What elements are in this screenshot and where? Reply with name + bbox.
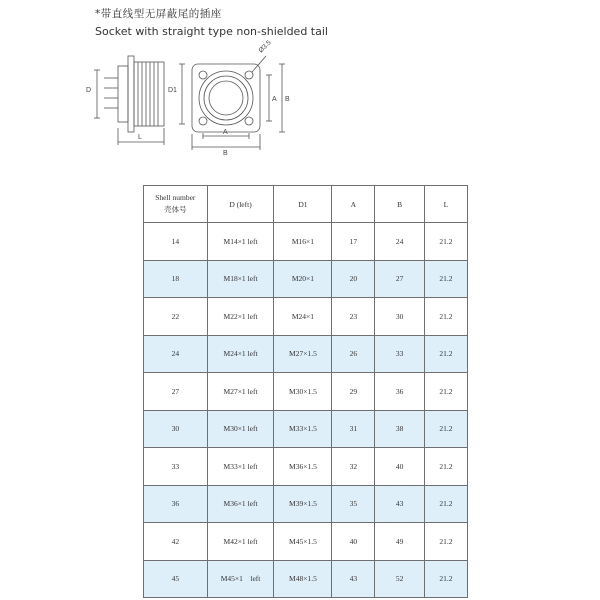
cell-l: 21.2: [424, 298, 467, 336]
cell-d1: M30×1.5: [274, 373, 332, 411]
cell-d1: M27×1.5: [274, 335, 332, 373]
table-row: [144, 560, 468, 598]
cell-b: 27: [375, 260, 425, 298]
header-b: B: [375, 186, 425, 223]
technical-drawing: [80, 30, 310, 160]
table-row: [144, 260, 468, 298]
cell-l: 21.2: [424, 560, 467, 598]
title-chinese: *带直线型无屏蔽尾的插座: [95, 8, 222, 20]
header-shell-cn: 壳体号: [164, 205, 187, 214]
table-row: [144, 223, 468, 261]
cell-d1: M20×1: [274, 260, 332, 298]
table-row: [144, 335, 468, 373]
cell-d1: M33×1.5: [274, 410, 332, 448]
cell-a: 32: [332, 448, 375, 486]
cell-d-left: M18×1 left: [207, 260, 274, 298]
label-A-bottom: A: [223, 129, 228, 136]
cell-a: 26: [332, 335, 375, 373]
cell-a: 23: [332, 298, 375, 336]
header-l: L: [424, 186, 467, 223]
cell-d1: M24×1: [274, 298, 332, 336]
cell-d-left: M36×1 left: [207, 485, 274, 523]
cell-a: 40: [332, 523, 375, 561]
cell-b: 30: [375, 298, 425, 336]
cell-l: 21.2: [424, 485, 467, 523]
header-d1: D1: [274, 186, 332, 223]
label-D: D: [86, 87, 92, 94]
header-d-left: D (left): [207, 186, 274, 223]
cell-d-left: M14×1 left: [207, 223, 274, 261]
cell-d1: M36×1.5: [274, 448, 332, 486]
title-english: Socket with straight type non-shielded tail: [95, 25, 328, 38]
spec-table: [143, 185, 468, 598]
table-header-row: [144, 186, 468, 223]
table-row: [144, 298, 468, 336]
table-body: [144, 223, 468, 598]
cell-d1: M48×1.5: [274, 560, 332, 598]
cell-a: 20: [332, 260, 375, 298]
cell-b: 52: [375, 560, 425, 598]
cell-d1: M16×1: [274, 223, 332, 261]
cell-l: 21.2: [424, 260, 467, 298]
header-shell-number: [144, 186, 208, 223]
cell-b: 33: [375, 335, 425, 373]
cell-shell-number: 30: [144, 410, 208, 448]
front-view: [192, 56, 285, 150]
table-row: [144, 410, 468, 448]
cell-d-left: M24×1 left: [207, 335, 274, 373]
cell-a: 31: [332, 410, 375, 448]
cell-d1: M45×1.5: [274, 523, 332, 561]
cell-d-left: M42×1 left: [207, 523, 274, 561]
table-row: [144, 448, 468, 486]
cell-l: 21.2: [424, 373, 467, 411]
cell-shell-number: 24: [144, 335, 208, 373]
cell-a: 43: [332, 560, 375, 598]
cell-a: 17: [332, 223, 375, 261]
cell-a: 29: [332, 373, 375, 411]
cell-b: 36: [375, 373, 425, 411]
cell-b: 40: [375, 448, 425, 486]
cell-shell-number: 27: [144, 373, 208, 411]
label-L: L: [138, 134, 142, 141]
cell-shell-number: 33: [144, 448, 208, 486]
cell-shell-number: 18: [144, 260, 208, 298]
cell-d-left: M22×1 left: [207, 298, 274, 336]
header-a: A: [332, 186, 375, 223]
cell-d1: M39×1.5: [274, 485, 332, 523]
cell-d-left: M30×1 left: [207, 410, 274, 448]
table-row: [144, 523, 468, 561]
header-shell-en: Shell number: [155, 193, 196, 202]
label-B-side: B: [285, 96, 290, 103]
table-row: [144, 485, 468, 523]
cell-shell-number: 42: [144, 523, 208, 561]
cell-l: 21.2: [424, 335, 467, 373]
cell-a: 35: [332, 485, 375, 523]
cell-l: 21.2: [424, 523, 467, 561]
cell-shell-number: 14: [144, 223, 208, 261]
cell-shell-number: 36: [144, 485, 208, 523]
cell-b: 49: [375, 523, 425, 561]
cell-l: 21.2: [424, 448, 467, 486]
cell-b: 38: [375, 410, 425, 448]
side-view: [94, 56, 185, 145]
label-hole: Ø3.5: [257, 39, 273, 55]
cell-shell-number: 45: [144, 560, 208, 598]
label-D1: D1: [168, 87, 177, 94]
cell-d-left: M45×1 left: [207, 560, 274, 598]
table-row: [144, 373, 468, 411]
cell-d-left: M33×1 left: [207, 448, 274, 486]
label-B-bottom: B: [223, 150, 228, 157]
cell-d-left: M27×1 left: [207, 373, 274, 411]
cell-b: 24: [375, 223, 425, 261]
label-A-side: A: [272, 96, 277, 103]
cell-l: 21.2: [424, 410, 467, 448]
cell-l: 21.2: [424, 223, 467, 261]
cell-shell-number: 22: [144, 298, 208, 336]
cell-b: 43: [375, 485, 425, 523]
